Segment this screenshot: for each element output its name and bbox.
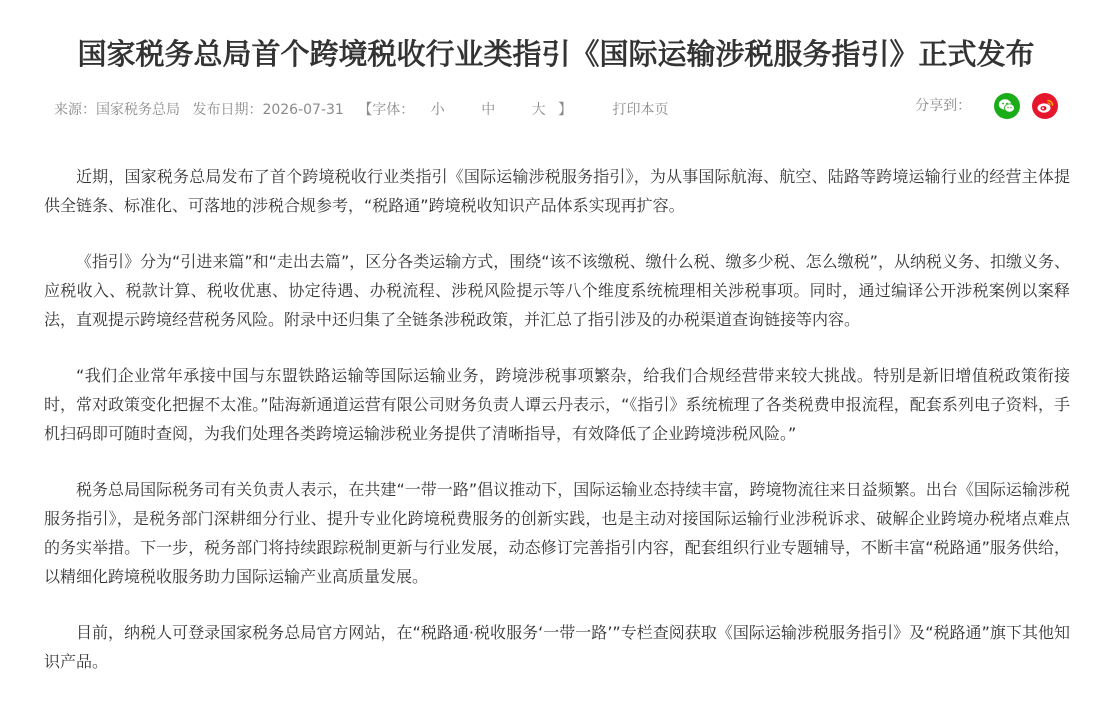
font-size-medium-button[interactable]: 中 [481, 102, 496, 118]
paragraph: 《指引》分为“引进来篇”和“走出去篇”，区分各类运输方式，围绕“该不该缴税、缴什么税、缴多少税、怎么缴税”，从纳税义务、扣缴义务、应税收入、税款计算、税收优惠、协定待遇、办税流程、涉税风险提示等八个维度系统梳理相关涉税事项。同时，通过编译公开涉税案例以案释法，直观提示跨境经营税务风险。附录中还归集了全链条涉税政策，并汇总了指引涉及的办税渠道查询链接等内容。 [44, 252, 1070, 329]
font-size-large-button[interactable]: 大 [531, 102, 546, 118]
article-title: 国家税务总局首个跨境税收行业类指引《国际运输涉税服务指引》正式发布 [77, 37, 1035, 71]
paragraph: 税务总局国际税务司有关负责人表示，在共建“一带一路”倡议推动下，国际运输业态持续丰富，跨境物流往来日益频繁。出台《国际运输涉税服务指引》，是税务部门深耕细分行业、提升专业化跨境税费服务的创新实践，也是主动对接国际运输行业涉税诉求、破解企业跨境办税堵点难点的务实举措。下一步，税务部门将持续跟踪税制更新与行业发展，动态修订完善指引内容，配套组织行业专题辅导，不断丰富“税路通”服务供给，以精细化跨境税收服务助力国际运输产业高质量发展。 [44, 480, 1070, 586]
article-body [44, 162, 1070, 703]
paragraph: 近期，国家税务总局发布了首个跨境税收行业类指引《国际运输涉税服务指引》，为从事国际航海、航空、陆路等跨境运输行业的经营主体提供全链条、标准化、可落地的涉税合规参考，“税路通”跨境税收知识产品体系实现再扩容。 [44, 167, 1070, 215]
font-size-small-button[interactable]: 小 [430, 102, 445, 118]
article-source: 来源：国家税务总局 [54, 102, 180, 118]
paragraph: “我们企业常年承接中国与东盟铁路运输等国际运输业务，跨境涉税事项繁杂，给我们合规经营带来较大挑战。特别是新旧增值税政策衔接时，常对政策变化把握不太准。”陆海新通道运营有限公司财务负责人谭云丹表示，“《指引》系统梳理了各类税费申报流程，配套系列电子资料，手机扫码即可随时查阅，为我们处理各类跨境运输涉税业务提供了清晰指导，有效降低了企业跨境涉税风险。” [44, 366, 1070, 443]
share-bar [915, 92, 1058, 128]
wechat-icon[interactable] [994, 93, 1020, 119]
meta-info [54, 96, 669, 124]
paragraph: 目前，纳税人可登录国家税务总局官方网站，在“税路通·税收服务‘一带一路’”专栏查阅获取《国际运输涉税服务指引》及“税路通”旗下其他知识产品。 [44, 623, 1070, 671]
publish-date: 发布日期：2026-07-31 [192, 102, 344, 118]
article-meta [54, 96, 1058, 124]
share-label: 分享到： [915, 98, 972, 114]
weibo-icon[interactable] [1032, 93, 1058, 119]
font-size-bracket: 】 [558, 102, 573, 118]
print-page-link[interactable]: 打印本页 [612, 102, 669, 118]
font-size-label: 【字体： [358, 102, 415, 118]
